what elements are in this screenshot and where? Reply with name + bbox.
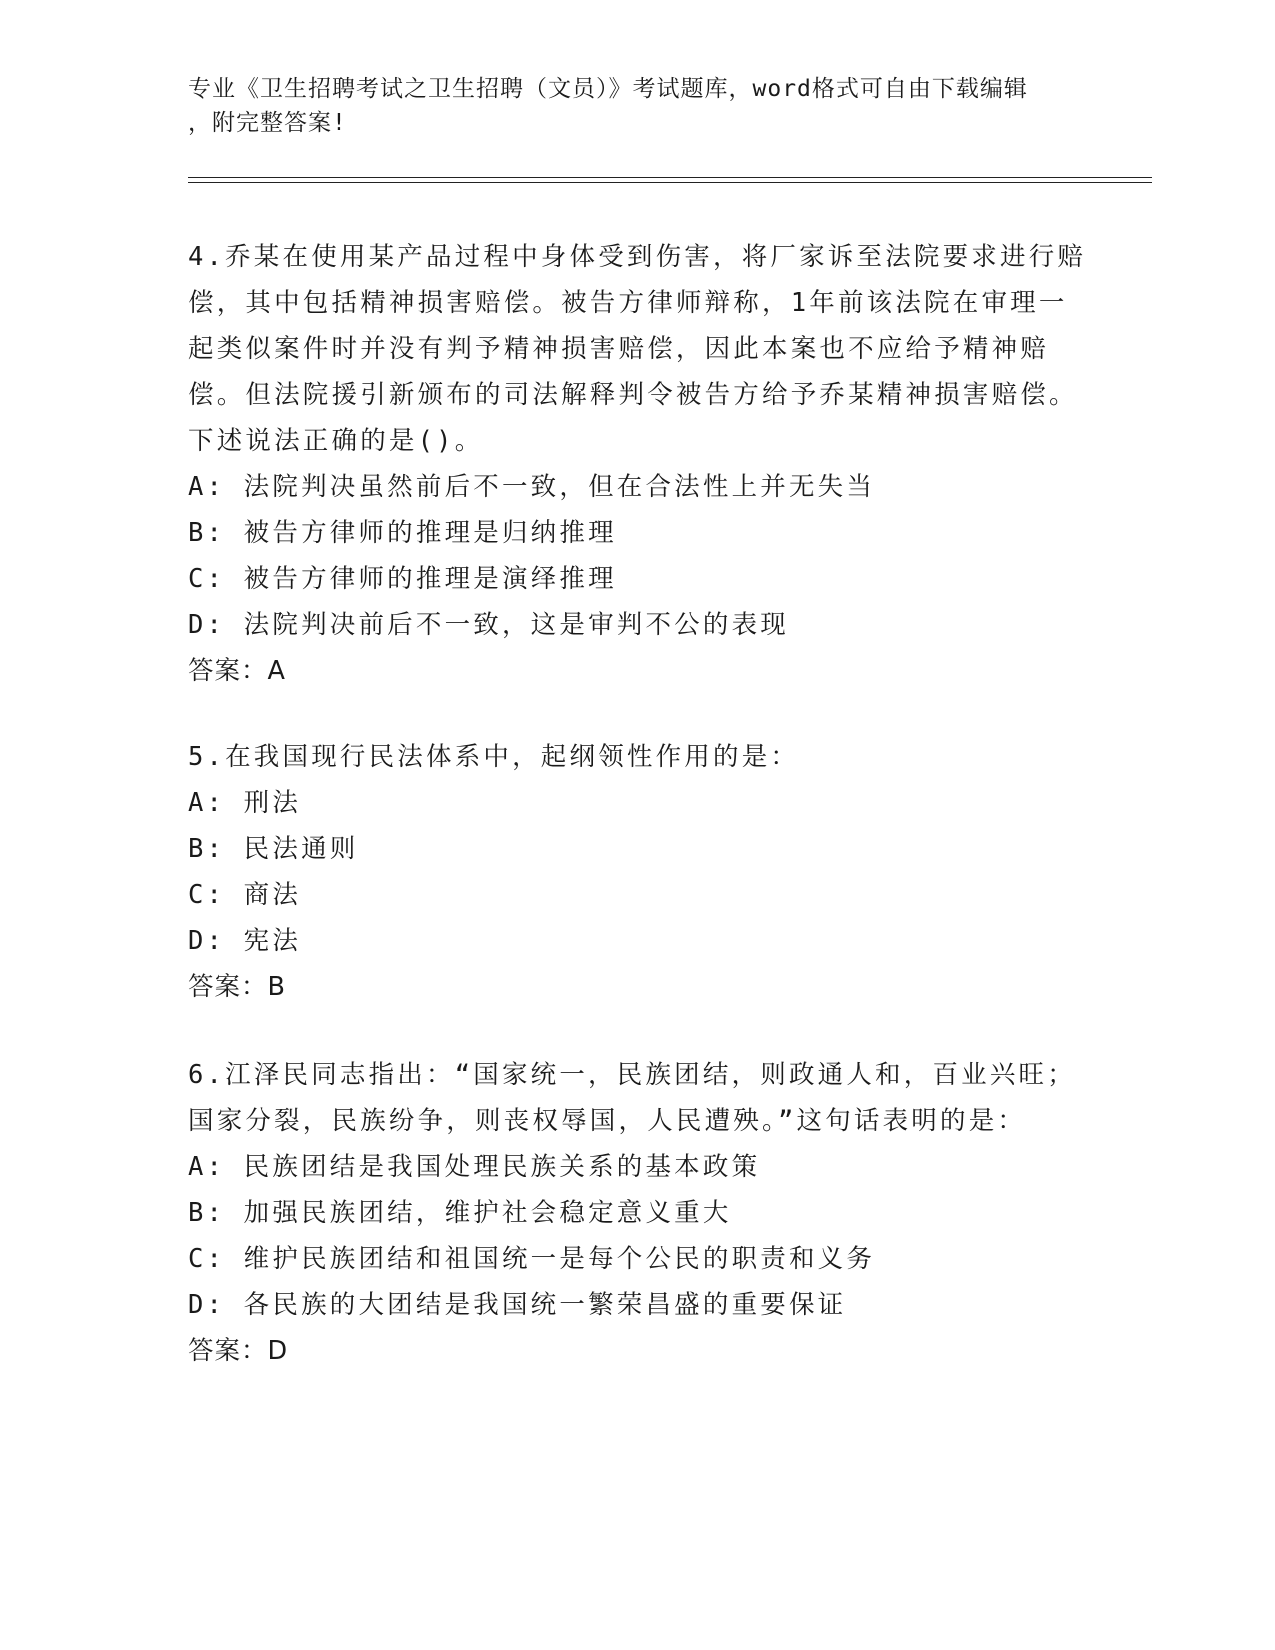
option-text: 被告方律师的推理是归纳推理	[243, 518, 617, 548]
option-letter: A:	[188, 788, 226, 818]
answer-line: 答案：A	[188, 656, 286, 686]
option-b	[188, 510, 1088, 556]
option-a	[188, 1144, 1088, 1190]
option-letter: B:	[188, 1198, 226, 1228]
answer-line: 答案：D	[188, 1336, 289, 1366]
header-divider-top	[188, 177, 1152, 178]
question-4	[188, 234, 1088, 694]
option-letter: C:	[188, 1244, 226, 1274]
option-letter: C:	[188, 880, 226, 910]
option-list	[188, 464, 1088, 648]
option-text: 维护民族团结和祖国统一是每个公民的职责和义务	[243, 1244, 876, 1274]
option-letter: A:	[188, 1152, 226, 1182]
header-line-1: 专业《卫生招聘考试之卫生招聘（文员）》考试题库，word格式可自由下载编辑	[188, 76, 1028, 102]
option-list	[188, 1144, 1088, 1328]
option-letter: D:	[188, 1290, 226, 1320]
option-letter: B:	[188, 834, 226, 864]
option-text: 法院判决虽然前后不一致，但在合法性上并无失当	[243, 472, 876, 502]
option-text: 加强民族团结，维护社会稳定意义重大	[243, 1198, 732, 1228]
option-text: 被告方律师的推理是演绎推理	[243, 564, 617, 594]
option-a	[188, 780, 1088, 826]
option-letter: C:	[188, 564, 226, 594]
option-text: 民法通则	[243, 834, 359, 864]
option-letter: A:	[188, 472, 226, 502]
question-stem: 6.江泽民同志指出：“国家统一，民族团结，则政通人和，百业兴旺；国家分裂，民族纷争，则丧权辱国，人民遭殃。”这句话表明的是：	[188, 1060, 1076, 1136]
document-header	[188, 72, 1088, 140]
option-text: 刑法	[243, 788, 302, 818]
option-d	[188, 1282, 1088, 1328]
question-stem: 5.在我国现行民法体系中，起纲领性作用的是：	[188, 742, 800, 772]
option-c	[188, 556, 1088, 602]
option-letter: D:	[188, 926, 226, 956]
option-text: 民族团结是我国处理民族关系的基本政策	[243, 1152, 761, 1182]
question-6	[188, 1052, 1088, 1374]
option-text: 各民族的大团结是我国统一繁荣昌盛的重要保证	[243, 1290, 847, 1320]
option-d	[188, 918, 1088, 964]
header-line-2: ，附完整答案!	[188, 110, 347, 136]
option-a	[188, 464, 1088, 510]
answer-line: 答案：B	[188, 972, 286, 1002]
option-letter: D:	[188, 610, 226, 640]
option-letter: B:	[188, 518, 226, 548]
option-d	[188, 602, 1088, 648]
header-divider-bottom	[188, 182, 1152, 183]
option-list	[188, 780, 1088, 964]
option-text: 法院判决前后不一致，这是审判不公的表现	[243, 610, 789, 640]
question-5	[188, 734, 1088, 1010]
option-b	[188, 1190, 1088, 1236]
option-c	[188, 872, 1088, 918]
option-b	[188, 826, 1088, 872]
option-text: 商法	[243, 880, 302, 910]
option-text: 宪法	[243, 926, 302, 956]
question-stem: 4.乔某在使用某产品过程中身体受到伤害，将厂家诉至法院要求进行赔偿，其中包括精神损害赔偿。被告方律师辩称，1年前该法院在审理一起类似案件时并没有判予精神损害赔偿，因此本案也不应给予精神赔偿。但法院援引新颁布的司法解释判令被告方给予乔某精神损害赔偿。下述说法正确的是()。	[188, 242, 1087, 456]
option-c	[188, 1236, 1088, 1282]
